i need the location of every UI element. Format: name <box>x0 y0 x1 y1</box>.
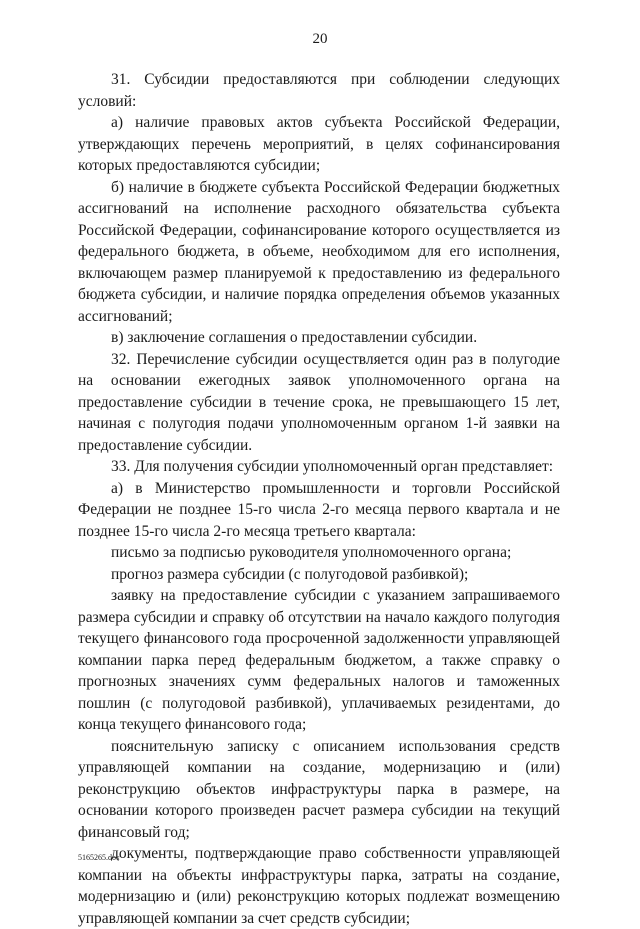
paragraph-32: 32. Перечисление субсидии осуществляется один раз в полугодие на основании ежегодных заявок уполномоченного органа на предоставление субсидии в течение срока, не превышающего 15 лет, начиная с полугодия подачи уполномоченным органом 1-й заявки на предоставление субсидии. <box>78 350 560 454</box>
document-body <box>78 69 560 929</box>
paragraph-31-a: а) наличие правовых актов субъекта Российской Федерации, утверждающих перечень мероприятий, в целях софинансирования которых предоставляются субсидии; <box>78 114 560 174</box>
list-item-explanatory-note: пояснительную записку с описанием использования средств управляющей компании на создание, модернизацию и (или) реконструкцию объектов инфраструктуры парка в размере, на основании которого произведен расчет размера субсидии на текущий финансовый год; <box>78 737 560 841</box>
list-item-letter: письмо за подписью руководителя уполномоченного органа; <box>111 544 512 561</box>
paragraph-31-b: б) наличие в бюджете субъекта Российской Федерации бюджетных ассигнований на исполнение расходного обязательства субъекта Российской Федерации, софинансирование которого осуществляется из федерального бюджета, в объеме, необходимом для его исполнения, включающем размер планируемой к предоставлению из федерального бюджета субсидии, и наличие порядка определения объемов указанных ассигнований; <box>78 178 560 325</box>
paragraph-31-v: в) заключение соглашения о предоставлении субсидии. <box>111 329 478 346</box>
paragraph-33: 33. Для получения субсидии уполномоченный орган представляет: <box>111 458 554 475</box>
document-code: 5165265.doc <box>78 853 120 862</box>
page-number: 20 <box>312 31 328 47</box>
list-item-ownership-documents: документы, подтверждающие право собственности управляющей компании на объекты инфраструктуры парка, затраты на создание, модернизацию и (или) реконструкцию которых подлежат возмещению управляющей компании за счет средств субсидии; <box>78 845 560 927</box>
paragraph-31: 31. Субсидии предоставляются при соблюдении следующих условий: <box>78 71 560 110</box>
paragraph-33-a: а) в Министерство промышленности и торговли Российской Федерации не позднее 15-го числа 2-го месяца первого квартала и не позднее 15-го числа 2-го месяца третьего квартала: <box>78 479 560 540</box>
list-item-application: заявку на предоставление субсидии с указанием запрашиваемого размера субсидии и справку об отсутствии на начало каждого полугодия текущего финансового года просроченной задолженности управляющей компании парка перед федеральным бюджетом, а также справку о прогнозных значениях сумм федеральных налогов и таможенных пошлин (с полугодовой разбивкой), уплачиваемых резидентами, до конца текущего финансового года; <box>78 587 560 733</box>
list-item-forecast: прогноз размера субсидии (с полугодовой разбивкой); <box>111 565 469 583</box>
